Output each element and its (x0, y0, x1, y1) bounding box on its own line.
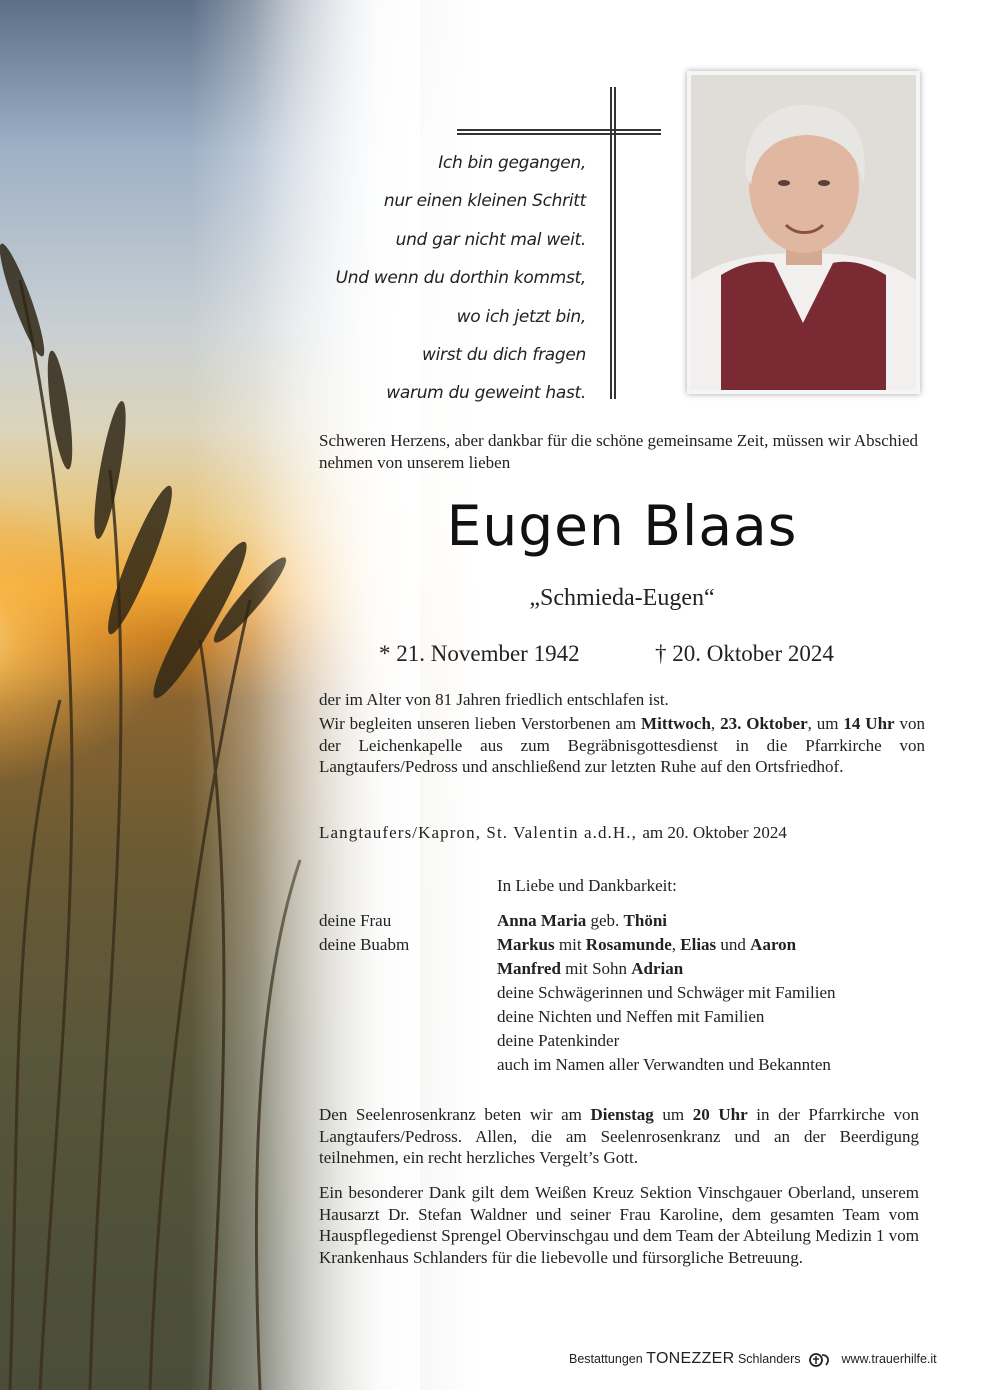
rosary-text-part: in der Pfarrkirche von Langtaufers/Pedross. Allen, die am Seelenrosenkranz und an der Beerdigung teilnehmen, ein recht herzliches Vergelt’s Gott. (319, 1105, 919, 1167)
poem-line: nur einen kleinen Schritt (383, 191, 586, 212)
son-name: Aaron (750, 935, 797, 954)
place-text: Langtaufers/Kapron, St. Valentin a.d.H., (319, 823, 637, 842)
rosary-text (319, 1104, 919, 1169)
death-date: † 20. Oktober 2024 (655, 641, 834, 666)
funeral-text-part: Wir begleiten unseren lieben Verstorbenen am (319, 714, 642, 733)
footer-post: Schlanders (734, 1352, 801, 1366)
funeral-text (319, 713, 925, 778)
relative-wife (497, 910, 667, 932)
date-text: am 20. Oktober 2024 (642, 823, 787, 842)
age-text: der im Alter von 81 Jahren friedlich entschlafen ist. (319, 690, 669, 709)
rosary-text-part: um (653, 1105, 693, 1124)
love-line: In Liebe und Dankbarkeit: (497, 876, 677, 895)
trauerhilfe-logo-icon (808, 1352, 834, 1368)
footer (569, 1350, 937, 1368)
relative-line: deine Nichten und Neffen mit Familien (497, 1007, 765, 1026)
relative-line: deine Schwägerinnen und Schwäger mit Familien (497, 983, 836, 1002)
footer-url[interactable]: www.trauerhilfe.it (841, 1352, 937, 1366)
portrait-frame (687, 71, 920, 394)
funeral-text-part: , um (807, 714, 844, 733)
son-name: Markus (497, 935, 555, 954)
cross-horizontal-line-2 (457, 133, 661, 135)
poem-line: Und wenn du dorthin kommst, (335, 268, 586, 289)
relative-sons-2 (497, 958, 683, 980)
relative-text-part: mit (554, 935, 586, 954)
cross-horizontal-line (457, 129, 661, 131)
rosary-day: Dienstag (590, 1105, 654, 1124)
relative-line: deine Patenkinder (497, 1031, 620, 1050)
poem-line: wirst du dich fragen (422, 345, 586, 366)
grandson-name: Adrian (631, 959, 684, 978)
funeral-text-part: , (710, 714, 721, 733)
relative-text-part: mit Sohn (560, 959, 632, 978)
relative-line: auch im Namen aller Verwandten und Bekannten (497, 1055, 831, 1074)
funeral-time: 14 Uhr (843, 714, 895, 733)
birth-date: * 21. November 1942 (379, 641, 580, 666)
relative-sons-1 (497, 934, 796, 956)
relative-text-part: und (716, 935, 751, 954)
rosary-text-part: Den Seelenrosenkranz beten wir am (319, 1105, 591, 1124)
relative-label-wife: deine Frau (319, 911, 392, 930)
footer-pre: Bestattungen (569, 1352, 647, 1366)
son-name: Manfred (497, 959, 561, 978)
funeral-date: 23. Oktober (720, 714, 808, 733)
portrait-photo (691, 75, 916, 390)
funeral-text-part: von der Leichenkapelle aus zum Begräbnisgottesdienst in die Pfarrkirche von Langtaufers/Pedross und anschließend zur letzten Ruhe auf den Ortsfriedhof. (319, 714, 925, 776)
deceased-name: Eugen Blaas (446, 494, 798, 558)
nickname: „Schmieda-Eugen“ (529, 585, 715, 611)
daughter-in-law-name: Rosamunde (585, 935, 672, 954)
son-name: Elias (680, 935, 717, 954)
footer-brand: TONEZZER (646, 1350, 735, 1367)
poem-line: wo ich jetzt bin, (456, 306, 586, 327)
relative-text-part: geb. (586, 911, 624, 930)
wife-name: Anna Maria (497, 911, 587, 930)
relative-label-sons: deine Buabm (319, 935, 410, 954)
poem-line: warum du geweint hast. (386, 383, 586, 404)
poem-line: und gar nicht mal weit. (395, 229, 586, 250)
place-date (319, 822, 925, 844)
thanks-text: Ein besonderer Dank gilt dem Weißen Kreuz Sektion Vinschgauer Oberland, unserem Hausarzt Dr. Stefan Waldner und seiner Frau Karoline, dem gesamten Team vom Hauspflegedienst Sprengel Obervinschgau und dem Team der Abteilung Medizin 1 vom Krankenhaus Schlanders für die liebevolle und fürsorgliche Betreuung. (319, 1183, 919, 1267)
poem-line: Ich bin gegangen, (438, 153, 586, 173)
wife-maiden-name: Thöni (623, 911, 668, 930)
poem (326, 144, 586, 413)
rosary-time: 20 Uhr (692, 1105, 748, 1124)
relative-text-part: , (671, 935, 681, 954)
intro-text: Schweren Herzens, aber dankbar für die schöne gemeinsame Zeit, müssen wir Abschied nehmen von unserem lieben (319, 431, 919, 472)
funeral-day: Mittwoch (641, 714, 711, 733)
